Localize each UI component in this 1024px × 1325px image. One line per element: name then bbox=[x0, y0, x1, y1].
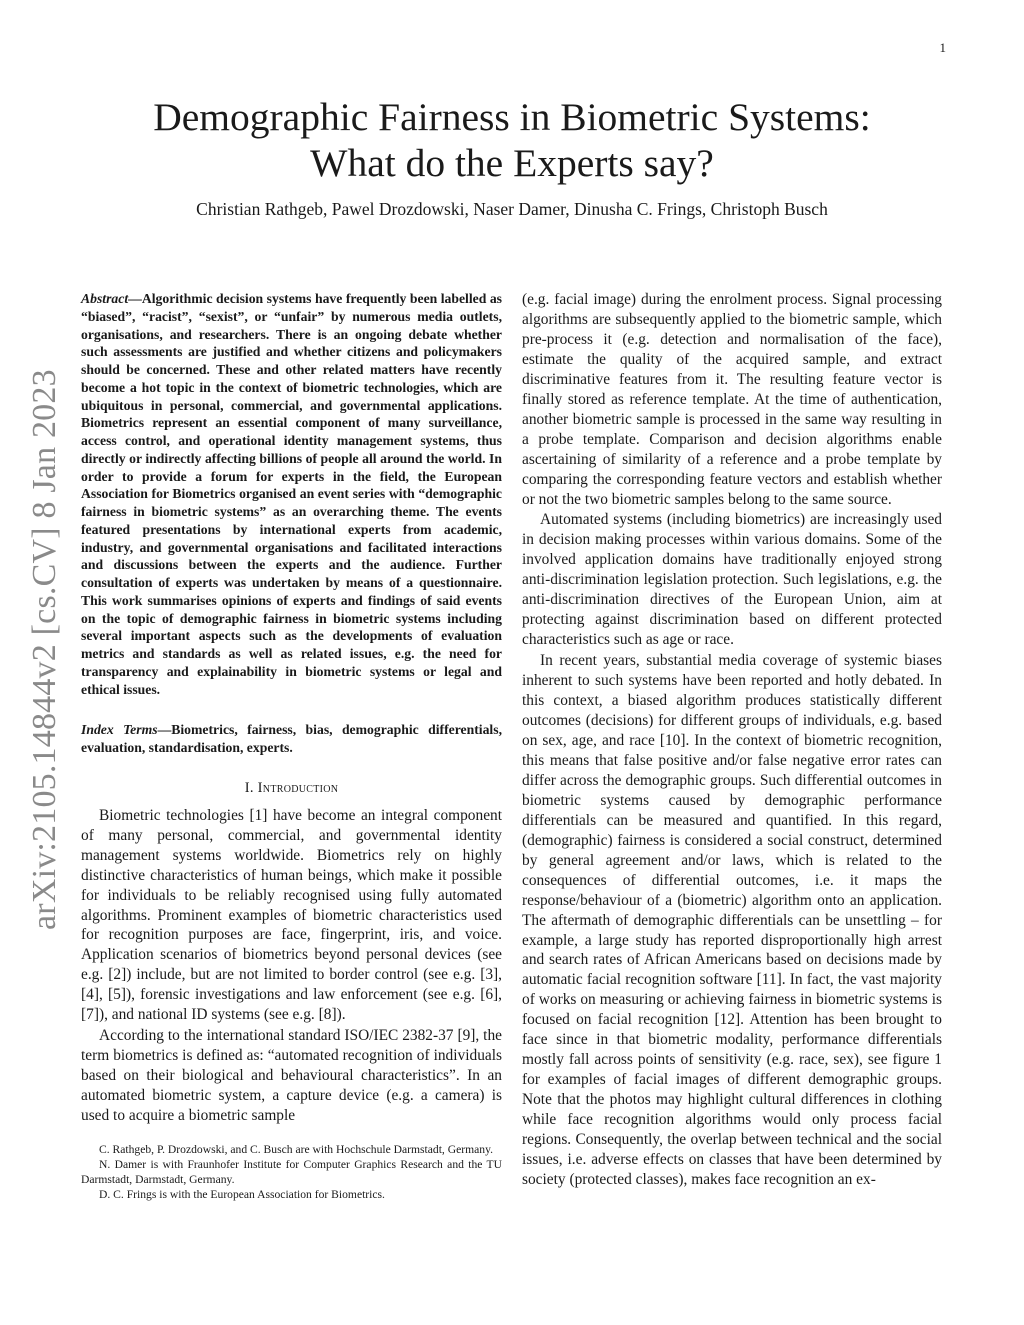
footnote-affiliation-1: C. Rathgeb, P. Drozdowski, and C. Busch are with Hochschule Darmstadt, Germany. bbox=[99, 1143, 494, 1156]
abstract-text: —Algorithmic decision systems have frequently been labelled as “biased”, “racist”, “sexist”, or “unfair” by numerous media outlets, organisations, and researchers. There is an ongoing debate whether such assessments are justified and whether citizens and policymakers should be concerned. These and other related matters have recently become a hot topic in the context of biometric technologies, which are ubiquitous in personal, commercial, and governmental applications. Biometrics represent an essential component of many surveillance, access control, and operational identity management systems, thus directly or indirectly affecting billions of people all around the world. In order to provide a forum for experts in the field, the European Association for Biometrics organised an event series with “demographic fairness in biometric systems” as an overarching theme. The events featured presentations by international experts from academic, industry, and governmental organisations and facilitated interactions and discussions between the experts and the audience. Further consultation of experts was undertaken by means of a questionnaire. This work summarises opinions of experts and findings of said events on the topic of demographic fairness in biometric systems including several important aspects such as the developments of evaluation metrics and standards as well as related issues, e.g. the need for transparency and explainability in biometric systems or legal and ethical issues. bbox=[81, 291, 502, 697]
intro-paragraph-1: Biometric technologies [1] have become an integral component of many personal, commercial, and governmental identity management systems worldwide. Biometrics rely on highly distinctive characteristics of human beings, which make it possible for individuals to be reliably recognised using fully automated algorithms. Prominent examples of biometric characteristics used for recognition purposes are face, fingerprint, iris, and voice. Application scenarios of biometrics beyond personal devices (see e.g. [2]) include, but are not limited to border control (see e.g. [3], [4], [5]), forensic investigations and law enforcement (see e.g. [6], [7]), and national ID systems (see e.g. [8]). bbox=[81, 806, 502, 1024]
footnote-separator bbox=[81, 1126, 502, 1142]
intro-paragraph-2: According to the international standard ISO/IEC 2382-37 [9], the term biometrics is defined as: “automated recognition of individuals based on their biological and behavioural characteristics”. In an automated biometric system, a capture device (e.g. a camera) is used to acquire a biometric sample bbox=[81, 1027, 502, 1125]
footnote-affiliation-3: D. C. Frings is with the European Association for Biometrics. bbox=[99, 1188, 385, 1201]
abstract bbox=[81, 290, 502, 698]
intro-paragraph-4: In recent years, substantial media coverage of systemic biases inherent to such systems have been reported and hotly debated. In this context, a biased algorithm produces statistically different outcomes (decisions) for different groups of individuals, e.g. based on sex, age, and race [10]. In the context of biometric recognition, this means that false positive and/or false negative error rates can differ across the demographic groups. Such differential outcomes in biometric systems caused by demographic performance differentials can be measured and quantified. In this regard, (demographic) fairness is considered a social construct, determined by general agreement and/or laws, which is related to the consequences of differential outcomes, i.e. it maps the response/behaviour of a (biometric) algorithm onto an application. The aftermath of demographic differentials can be unsettling – for example, a large study has reported disproportionally high arrest and search rates of African Americans based on decisions made by automatic facial recognition software [11]. In fact, the vast majority of works on measuring or achieving fairness in biometric systems is focused on facial recognition [12]. Attention has been brought to face since in that biometric modality, performance differentials mostly fall across points of sensitivity (e.g. race, sex), see figure 1 for examples of facial images of different demographic groups. Note that the photos may highlight cultural differences in clothing while face recognition algorithms would only process facial regions. Consequently, the overlap between technical and the social issues, i.e. adverse effects on classes that have been determined by society (protected classes), makes face recognition an ex- bbox=[522, 652, 942, 1188]
section-heading-introduction: I. Introduction bbox=[244, 779, 339, 796]
arxiv-identifier: arXiv:2105.14844v2 [cs.CV] 8 Jan 2023 bbox=[26, 369, 63, 930]
title-line-1: Demographic Fairness in Biometric Systems: bbox=[153, 95, 871, 139]
footnote-affiliation-2: N. Damer is with Fraunhofer Institute for Computer Graphics Research and the TU Darmstadt, Darmstadt, Germany. bbox=[81, 1158, 502, 1186]
index-terms-text: —Biometrics, fairness, bias, demographic differentials, evaluation, standardisation, experts. bbox=[81, 722, 502, 755]
index-terms bbox=[81, 721, 502, 757]
paper-title bbox=[80, 94, 944, 186]
title-line-2: What do the Experts say? bbox=[310, 141, 714, 185]
intro-paragraph-3: Automated systems (including biometrics) are increasingly used in decision making processes within various domains. Some of the involved application domains have traditionally enjoyed strong anti-discrimination legislation protection. Such legislations, e.g. the anti-discrimination directives of the European Union, aim at protecting against discrimination based on different protected characteristics such as age or race. bbox=[522, 511, 942, 649]
right-column bbox=[522, 290, 942, 1190]
page-number: 1 bbox=[939, 40, 946, 55]
abstract-label: Abstract bbox=[81, 291, 129, 306]
left-column bbox=[81, 290, 502, 1202]
index-terms-label: Index Terms bbox=[81, 722, 158, 738]
intro-paragraph-2-continued: (e.g. facial image) during the enrolment process. Signal processing algorithms are subsequently applied to the biometric sample, which pre-process it (e.g. detection and normalisation of the face), estimate the quality of the acquired sample, and extract discriminative features from it. The resulting feature vector is finally stored as reference template. At the time of authentication, another biometric sample is processed in the same way resulting in a probe template. Comparison and decision algorithms enable ascertaining of similarity of a reference and a probe template by comparing the corresponding feature vectors and establish whether or not the two biometric samples belong to the same source. bbox=[522, 291, 942, 508]
author-list: Christian Rathgeb, Pawel Drozdowski, Naser Damer, Dinusha C. Frings, Christoph Busch bbox=[196, 199, 828, 219]
